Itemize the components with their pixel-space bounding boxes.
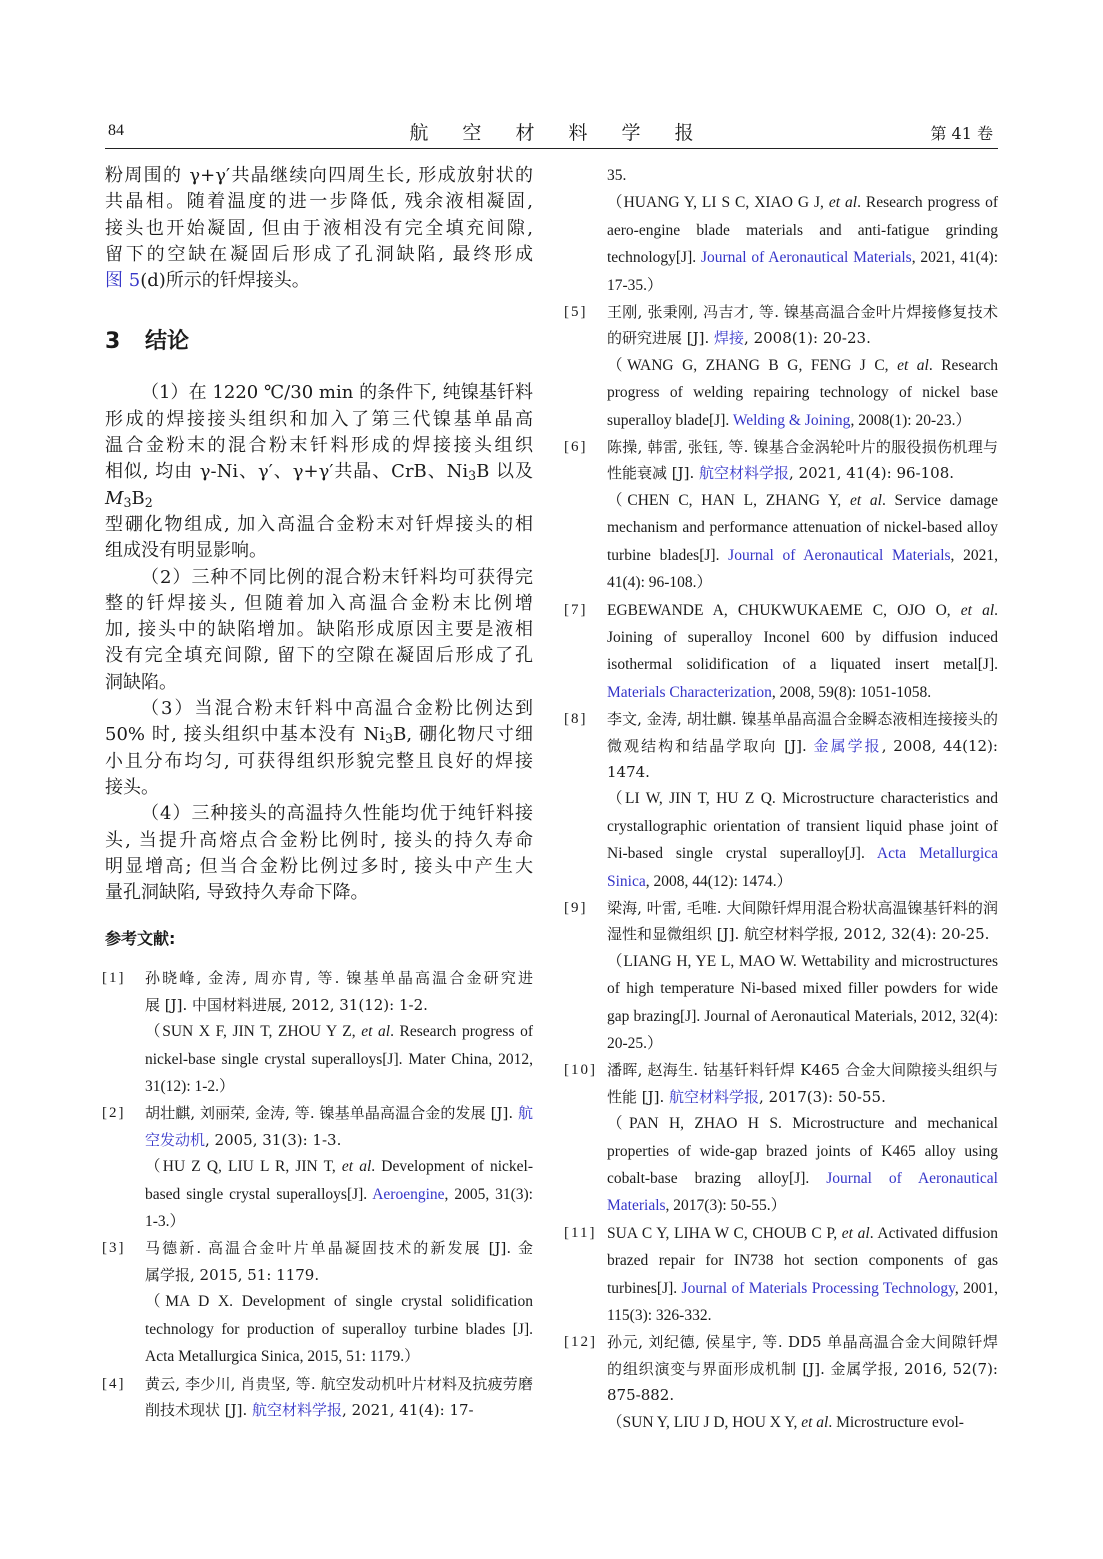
section-title: 结论 [145, 329, 190, 355]
reference-zh-line: 马德新. 高温合金叶片单晶凝固技术的新发展 [J]. 金 [145, 1239, 533, 1258]
text-fragment: （HUANG Y, LI S C, XIAO G J, [607, 194, 829, 212]
subscript: 3 [123, 494, 132, 510]
et-al: et al [897, 356, 929, 374]
reference-number: [4] [102, 1375, 126, 1392]
text-line: 温合金粉末的混合粉末钎料形成的焊接接头组织 [105, 435, 533, 457]
reference-zh [607, 1061, 998, 1105]
text-fragment: , 2001, 115(3): 326-332. [607, 1279, 999, 1325]
text-line: 量孔洞缺陷, 导致持久寿命下降。 [105, 882, 369, 904]
reference-item [564, 1329, 998, 1436]
subscript: 2 [144, 494, 153, 510]
reference-en [607, 1414, 964, 1431]
running-header [105, 118, 998, 149]
section-heading [105, 324, 533, 355]
reference-item-continued [567, 163, 998, 299]
text-fragment: , 2017(3): 50-55.） [665, 1197, 787, 1215]
reference-en [607, 1225, 998, 1324]
text-fragment: （PAN H, ZHAO H S. Microstructure and mechanical properties of wide-gap brazed joints of K465 alloy using cobalt-base brazing alloy[J]. [607, 1115, 998, 1188]
text-fragment: , 2021, 41(4): 96-108.） [607, 546, 999, 592]
reference-item [102, 1100, 533, 1235]
text-fragment: , 2005, 31(3): 1-3.） [145, 1185, 533, 1231]
et-al: et al [361, 1023, 391, 1041]
et-al: et al [828, 194, 858, 212]
reference-en: （MA D X. Development of single crystal solidification technology for production of superalloy turbine blades [J]. Acta Metallurgica Sinica, 2015, 51: 1179.） [145, 1293, 533, 1366]
text-fragment: . Microstructure evol- [828, 1413, 964, 1431]
et-al: et al [341, 1158, 372, 1176]
text-fragment: （LI W, JIN T, HU Z Q. Microstructure characteristics and crystallographic orientation of transient liquid phase joint of Ni-based single crystal superalloy[J]. [607, 790, 998, 863]
text-fragment: 胡壮麒, 刘丽荣, 金涛, 等. 镍基单晶高温合金的发展 [J]. [145, 1104, 518, 1123]
intro-paragraph [105, 163, 533, 294]
text-line: （4）三种接头的高温持久性能均优于纯钎料接 [141, 803, 533, 825]
subscript: 3 [385, 731, 394, 747]
journal-link[interactable]: Journal of Aeronautical Materials [607, 1170, 998, 1215]
text-fragment: 黄云, 李少川, 肖贵坚, 等. 航空发动机叶片材料及抗疲劳磨削技术现状 [J]. [145, 1374, 533, 1419]
page-number: 84 [108, 122, 124, 139]
text-line: 头, 当提升高熔点合金粉比例时, 接头的持久寿命 [105, 829, 533, 851]
reference-zh-line: 展 [J]. 中国材料进展, 2012, 31(12): 1-2. [145, 995, 428, 1014]
text-line: 粉周围的 γ+γ′共晶继续向四周生长, 形成放射状的 [105, 165, 533, 186]
text-fragment: （SUN X F, JIN T, ZHOU Y Z, [145, 1023, 362, 1041]
text-line: 型硼化物组成, 加入高温合金粉末对钎焊接头的相 [105, 513, 533, 535]
text-line: 整的钎焊接头, 但随着加入高温合金粉末比例增 [105, 592, 533, 614]
text-fragment: EGBEWANDE A, CHUKWUKAEME C, OJO O, [607, 601, 961, 619]
text-line: 小且分布均匀, 可获得组织形貌完整且良好的焊接 [105, 750, 533, 772]
text-line: 洞缺陷。 [105, 671, 177, 693]
reference-number: [1] [102, 970, 126, 987]
text-fragment: （CHEN C, HAN L, ZHANG Y, [607, 491, 850, 509]
journal-link[interactable]: Acta Metallurgica Sinica [607, 845, 999, 890]
figure-link[interactable]: 图 5 [105, 270, 141, 292]
text-line: 组成没有明显影响。 [105, 540, 267, 562]
text-fragment: B 以及 [476, 461, 533, 483]
et-al: et al [849, 491, 882, 509]
journal-link[interactable]: 金属学报 [813, 736, 882, 755]
reference-zh [145, 1375, 533, 1419]
text-fragment: , 2008, 44(12): 1474. [607, 736, 998, 781]
text-fragment: , 2008, 44(12): 1474.） [645, 872, 793, 890]
text-fragment: 50% 时, 接头组织中基本没有 Ni [105, 724, 386, 746]
journal-link[interactable]: 航空材料学报 [699, 464, 790, 483]
text-fragment: 陈操, 韩雷, 张钰, 等. 镍基合金涡轮叶片的服役损伤机理与性能衰减 [J]. [607, 438, 998, 483]
text-line [105, 459, 533, 512]
text-line: 形成的焊接接头组织和加入了第三代镍基单晶高 [105, 408, 533, 430]
reference-en: （LIANG H, YE L, MAO W. Wettability and microstructures of high temperature Ni-based mixed filler powders for wide gap brazing[J]. Journal of Aeronautical Materials, 2012, 32(4): 20-25.） [607, 952, 998, 1052]
journal-link[interactable]: Journal of Aeronautical Materials [700, 249, 912, 267]
text-line: 共晶相。随着温度的进一步降低, 残余液相凝固, [105, 191, 533, 213]
right-column [564, 163, 999, 1436]
reference-number: [5] [564, 304, 588, 321]
reference-zh [607, 438, 998, 482]
et-al: et al [841, 1224, 870, 1242]
reference-zh [607, 303, 998, 347]
reference-zh-line: 孙晓峰, 金涛, 周亦胄, 等. 镍基单晶高温合金研究进 [145, 969, 533, 988]
italic-symbol: M [105, 487, 124, 509]
text-fragment: SUA C Y, LIHA W C, CHOUB C P, [607, 1224, 842, 1242]
journal-link[interactable]: 航空发动机 [145, 1104, 533, 1149]
journal-link[interactable]: 航空材料学报 [669, 1087, 760, 1106]
reference-zh: 梁海, 叶雷, 毛唯. 大间隙钎焊用混合粉状高温镍基钎料的润湿性和显微组织 [J]. 航空材料学报, 2012, 32(4): 20-25. [607, 898, 998, 944]
text-fragment: , 2021, 41(4): 96-108. [789, 464, 955, 483]
reference-zh-line: 属学报, 2015, 51: 1179. [145, 1265, 320, 1284]
journal-title: 航 空 材 料 学 报 [409, 122, 708, 144]
reference-item [564, 1057, 998, 1219]
reference-item [564, 597, 998, 707]
reference-item [564, 299, 998, 434]
text-fragment: B [131, 487, 145, 509]
text-fragment: , 2008(1): 20-23.） [850, 411, 971, 429]
reference-number: [11] [564, 1224, 597, 1241]
text-line: （2）三种不同比例的混合粉末钎料均可获得完 [141, 566, 533, 588]
reference-zh: 孙元, 刘纪德, 侯星宇, 等. DD5 单晶高温合金大间隙钎焊的组织演变与界面形成机制 [J]. 金属学报, 2016, 52(7): 875-882. [607, 1333, 998, 1405]
volume-label: 第 41 卷 [930, 124, 993, 143]
reference-number: [6] [564, 439, 588, 456]
section-number: 3 [105, 329, 121, 355]
et-al: et al [801, 1413, 829, 1431]
text-fragment: (d)所示的钎焊接头。 [140, 270, 310, 292]
text-fragment: . Development of nickel-based single crystal superalloys[J]. [145, 1158, 533, 1203]
reference-item [564, 706, 999, 895]
text-fragment: . Service damage mechanism and performance attenuation of nickel-based alloy turbine blades[J]. [607, 491, 998, 564]
reference-en [607, 492, 998, 591]
text-fragment: , 2017(3): 50-55. [759, 1087, 886, 1106]
reference-number: [12] [564, 1334, 597, 1351]
conclusion-2 [105, 565, 533, 696]
text-line: 加, 接头中的缺陷增加。缺陷形成原因主要是液相 [105, 619, 533, 641]
text-fragment: . Research progress of welding repairing technology of nickel base superalloy blade[J]. [607, 356, 998, 429]
reference-item [564, 895, 998, 1057]
reference-en [607, 194, 998, 293]
text-fragment: （WANG G, ZHANG B G, FENG J C, [607, 356, 898, 374]
text-fragment: , 2008(1): 20-23. [744, 329, 871, 348]
text-fragment: （HU Z Q, LIU L R, JIN T, [145, 1158, 342, 1176]
journal-link[interactable]: Journal of Aeronautical Materials [728, 546, 951, 564]
reference-number: [2] [102, 1105, 126, 1122]
text-fragment: . Activated diffusion brazed repair for IN738 hot section components of gas turbines[J]. [607, 1224, 998, 1297]
reference-en [607, 357, 998, 429]
reference-en [607, 602, 998, 701]
text-fragment: , 2021, 41(4): 17-35.） [607, 249, 998, 294]
text-line: （1）在 1220 ℃/30 min 的条件下, 纯镍基钎料 [141, 382, 533, 404]
reference-number: [7] [564, 601, 588, 618]
reference-zh [607, 710, 998, 781]
text-line [105, 722, 533, 748]
text-fragment: , 2021, 41(4): 17- [342, 1400, 474, 1419]
reference-continued-text: 35. [607, 167, 627, 184]
reference-zh [145, 1104, 533, 1148]
reference-number: [8] [564, 711, 588, 728]
reference-en [145, 1023, 533, 1095]
text-fragment: （SUN Y, LIU J D, HOU X Y, [607, 1413, 802, 1431]
conclusion-1 [105, 380, 533, 564]
conclusion-4 [105, 801, 533, 906]
reference-item [102, 1371, 533, 1424]
text-fragment: 王刚, 张秉刚, 冯吉才, 等. 镍基高温合金叶片焊接修复技术的研究进展 [J]. [607, 303, 998, 348]
text-fragment: . Research progress of nickel-base single crystal superalloys[J]. Mater China, 2012, 31(12): 1-2.） [145, 1023, 533, 1096]
text-fragment: B, 硼化物尺寸细 [393, 724, 533, 746]
references-heading: 参考文献: [105, 929, 176, 949]
text-line: 没有完全填充间隙, 留下的空隙在凝固后形成了孔 [105, 645, 533, 667]
left-column [102, 163, 533, 1423]
reference-item [564, 1220, 999, 1330]
text-line: 留下的空缺在凝固后形成了孔洞缺陷, 最终形成 [105, 243, 533, 265]
text-fragment: . Research progress of aero-engine blade materials and anti-fatigue grinding technology[J]. [607, 194, 998, 267]
text-line: 接头也开始凝固, 但由于液相没有完全填充间隙, [105, 217, 533, 239]
text-fragment: , 2005, 31(3): 1-3. [205, 1130, 342, 1149]
journal-link[interactable]: 焊接 [714, 329, 745, 348]
journal-link[interactable]: Materials Characterization [607, 683, 772, 701]
conclusion-3 [105, 696, 533, 801]
reference-en [145, 1158, 533, 1230]
reference-item [564, 434, 999, 596]
reference-item [102, 1235, 533, 1370]
reference-number: [9] [564, 899, 588, 916]
journal-link[interactable]: 航空材料学报 [252, 1400, 343, 1419]
subscript: 3 [468, 468, 477, 484]
text-line: （3）当混合粉末钎料中高温合金粉比例达到 [141, 698, 533, 720]
reference-number: [10] [564, 1062, 597, 1079]
journal-link[interactable]: Aeroengine [372, 1185, 445, 1203]
text-fragment: 李文, 金涛, 胡壮麒. 镍基单晶高温合金瞬态液相连接接头的微观结构和结晶学取向 [J]. [607, 710, 998, 755]
reference-en [607, 1115, 998, 1214]
reference-en [607, 790, 998, 889]
text-fragment: , 2008, 59(8): 1051-1058. [771, 683, 932, 701]
text-fragment: 相似, 均由 γ-Ni、γ′、γ+γ′共晶、CrB、Ni [105, 461, 469, 483]
text-line [105, 268, 533, 294]
text-fragment: . Joining of superalloy Inconel 600 by diffusion induced isothermal solidification of a liquated insert metal[J]. [607, 601, 998, 674]
journal-link[interactable]: Journal of Materials Processing Technology [681, 1279, 955, 1297]
et-al: et al [960, 601, 995, 619]
reference-number: [3] [102, 1240, 126, 1257]
text-fragment: 潘晖, 赵海生. 钴基钎料钎焊 K465 合金大间隙接头组织与性能 [J]. [607, 1061, 998, 1106]
journal-link[interactable]: Welding & Joining [732, 411, 851, 429]
text-line: 接头。 [105, 776, 159, 798]
text-line: 明显增高; 但当合金粉比例过多时, 接头中产生大 [105, 855, 533, 877]
reference-item [102, 965, 533, 1100]
